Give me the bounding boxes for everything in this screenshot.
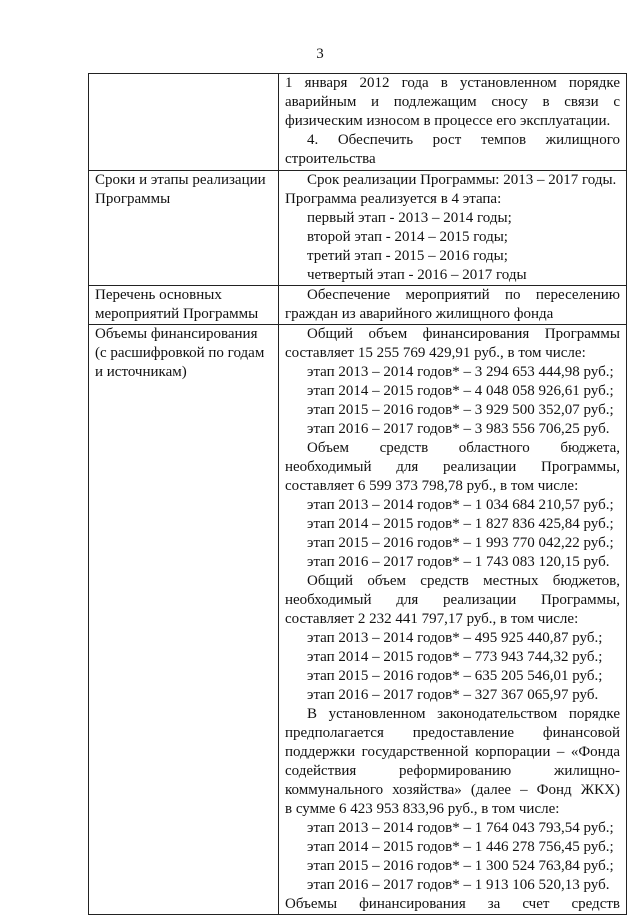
text-line: первый этап - 2013 – 2014 годы; xyxy=(307,210,512,226)
stage-line: этап 2015 – 2016 годов* – 1 993 770 042,22 руб.; xyxy=(307,535,614,551)
text-line: Общий объем финансирования Программы xyxy=(307,326,620,342)
text-line: Обеспечение мероприятий по переселению xyxy=(307,287,620,303)
stage-line: этап 2016 – 2017 годов* – 1 913 106 520,13 руб. xyxy=(307,877,610,893)
text-line: составляет 15 255 769 429,91 руб., в том числе: xyxy=(285,345,586,361)
label-line: Перечень основных xyxy=(95,287,222,303)
table-row-activities xyxy=(89,286,627,325)
stage-line: этап 2016 – 2017 годов* – 3 983 556 706,25 руб. xyxy=(307,421,610,437)
text-line: необходимый для реализации Программы, xyxy=(285,459,620,475)
stage-line: этап 2016 – 2017 годов* – 1 743 083 120,15 руб. xyxy=(307,554,610,570)
table-row-goals-continuation xyxy=(89,74,627,171)
row-label xyxy=(89,286,279,325)
stage-line: этап 2015 – 2016 годов* – 635 205 546,01 руб.; xyxy=(307,668,603,684)
text-line: второй этап - 2014 – 2015 годы; xyxy=(307,229,508,245)
text-line: 4. Обеспечить рост темпов жилищного xyxy=(307,132,620,148)
text-line: необходимый для реализации Программы, xyxy=(285,592,620,608)
stage-line: этап 2015 – 2016 годов* – 3 929 500 352,07 руб.; xyxy=(307,402,614,418)
stage-line: этап 2013 – 2014 годов* – 3 294 653 444,98 руб.; xyxy=(307,364,614,380)
text-line: строительства xyxy=(285,151,376,167)
stage-line: этап 2014 – 2015 годов* – 1 827 836 425,84 руб.; xyxy=(307,516,614,532)
program-passport-table xyxy=(88,73,627,915)
text-line: физическим износом в процессе его эксплуатации. xyxy=(285,113,611,129)
label-line: и источникам) xyxy=(95,364,187,380)
text-line: коммунального хозяйства» (далее – Фонд ЖКХ) xyxy=(285,782,620,798)
row-content xyxy=(279,74,627,171)
text-line: В установленном законодательством порядке xyxy=(307,706,620,722)
text-line: четвертый этап - 2016 – 2017 годы xyxy=(307,267,527,283)
label-line: Объемы финансирования xyxy=(95,326,258,342)
text-line: Объем средств областного бюджета, xyxy=(307,440,620,456)
text-line: предполагается предоставление финансовой xyxy=(285,725,620,741)
text-line: Объемы финансирования за счет средств xyxy=(285,896,620,912)
stage-line: этап 2013 – 2014 годов* – 1 764 043 793,54 руб.; xyxy=(307,820,614,836)
text-line: поддержки государственной корпорации – «Фонда xyxy=(285,744,620,760)
stage-line: этап 2015 – 2016 годов* – 1 300 524 763,84 руб.; xyxy=(307,858,614,874)
text-line: Программа реализуется в 4 этапа: xyxy=(285,191,502,207)
row-label-empty xyxy=(89,74,279,171)
row-label xyxy=(89,325,279,915)
text-line: Общий объем средств местных бюджетов, xyxy=(307,573,620,589)
text-line: содействия реформированию жилищно- xyxy=(285,763,620,779)
label-line: мероприятий Программы xyxy=(95,306,259,322)
text-line: составляет 2 232 441 797,17 руб., в том числе: xyxy=(285,611,579,627)
label-line: Сроки и этапы реализации xyxy=(95,172,266,188)
row-content xyxy=(279,286,627,325)
stage-line: этап 2014 – 2015 годов* – 1 446 278 756,45 руб.; xyxy=(307,839,614,855)
table-row-financing xyxy=(89,325,627,915)
stage-line: этап 2014 – 2015 годов* – 4 048 058 926,61 руб.; xyxy=(307,383,614,399)
text-line: составляет 6 599 373 798,78 руб., в том числе: xyxy=(285,478,579,494)
text-line: в сумме 6 423 953 833,96 руб., в том числе: xyxy=(285,801,560,817)
page-number: 3 xyxy=(316,46,324,62)
text-line: граждан из аварийного жилищного фонда xyxy=(285,306,554,322)
text-line: Срок реализации Программы: 2013 – 2017 годы. xyxy=(307,172,617,188)
row-content xyxy=(279,325,627,915)
table-row-terms-and-stages xyxy=(89,171,627,286)
text-line: аварийным и подлежащим сносу в связи с xyxy=(285,94,620,110)
row-label xyxy=(89,171,279,286)
text-line: 1 января 2012 года в установленном порядке xyxy=(285,75,620,91)
label-line: (с расшифровкой по годам xyxy=(95,345,265,361)
text-line: третий этап - 2015 – 2016 годы; xyxy=(307,248,508,264)
row-content xyxy=(279,171,627,286)
stage-line: этап 2013 – 2014 годов* – 1 034 684 210,57 руб.; xyxy=(307,497,614,513)
stage-line: этап 2013 – 2014 годов* – 495 925 440,87 руб.; xyxy=(307,630,603,646)
stage-line: этап 2016 – 2017 годов* – 327 367 065,97 руб. xyxy=(307,687,599,703)
stage-line: этап 2014 – 2015 годов* – 773 943 744,32 руб.; xyxy=(307,649,603,665)
label-line: Программы xyxy=(95,191,171,207)
